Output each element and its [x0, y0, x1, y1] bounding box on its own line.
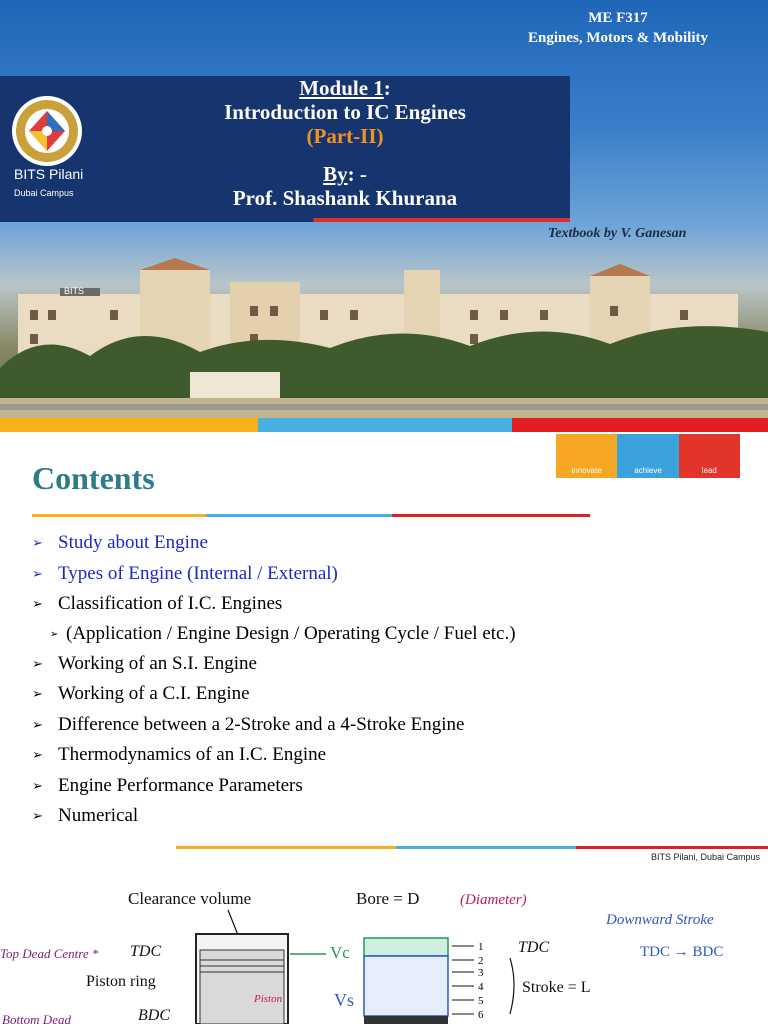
course-header: [468, 8, 768, 48]
list-item: ➢ Engine Performance Parameters: [32, 774, 303, 796]
campus-name: Dubai Campus: [14, 188, 74, 198]
brand-bar-lead: lead: [679, 434, 740, 478]
textbook-credit: Textbook by V. Ganesan: [548, 226, 687, 241]
svg-text:1: 1: [478, 941, 484, 953]
piston-shape: [200, 950, 284, 1024]
stroke-brace: [510, 958, 514, 1014]
contents-heading: Contents: [32, 460, 155, 496]
brand-bar: [556, 434, 740, 478]
module-subtitle: Introduction to IC Engines: [224, 100, 466, 124]
list-subitem: ➢ (Application / Engine Design / Operating Cycle / Fuel etc.): [50, 623, 516, 644]
bore-note: (Diameter): [460, 892, 527, 908]
scale-marks: [452, 941, 484, 1021]
bullet-arrow-icon: ➢: [32, 808, 43, 824]
clearance-volume-label: Clearance volume: [128, 889, 252, 908]
clearance-region: [364, 938, 448, 956]
bullet-arrow-icon: ➢: [32, 777, 43, 793]
svg-text:3: 3: [478, 967, 484, 979]
footer-rule: [176, 846, 768, 849]
title-box: [0, 76, 570, 218]
list-item: ➢ Working of an S.I. Engine: [32, 652, 257, 674]
svg-text:4: 4: [478, 981, 484, 993]
list-item: ➢ Thermodynamics of an I.C. Engine: [32, 744, 327, 766]
brand-bar-achieve: achieve: [617, 434, 678, 478]
list-item: ➢ Working of a C.I. Engine: [32, 683, 250, 705]
author-name: Prof. Shashank Khurana: [232, 186, 458, 210]
bullet-arrow-icon: ➢: [50, 628, 59, 640]
title-underline: [0, 218, 570, 222]
course-code: ME F317: [588, 10, 648, 26]
bullet-arrow-icon: ➢: [32, 716, 43, 732]
tdc-label: TDC: [130, 943, 162, 960]
campus-building-image: [0, 248, 768, 432]
svg-text:6: 6: [478, 1009, 484, 1021]
color-stripe: [0, 418, 768, 432]
piston-ring-label: Piston ring: [86, 973, 156, 990]
bullet-arrow-icon: ➢: [32, 747, 43, 763]
contents-slide: [0, 432, 768, 1024]
list-item: ➢ Classification of I.C. Engines: [32, 593, 283, 615]
bottom-dead-note: Bottom Dead: [2, 1012, 71, 1024]
bore-label: Bore = D: [356, 889, 420, 908]
list-item: ➢ Study about Engine: [32, 532, 208, 554]
svg-text:5: 5: [478, 995, 484, 1007]
title-slide: [0, 0, 768, 432]
piston-note: Piston: [254, 993, 283, 1005]
part-label: (Part-II): [306, 124, 384, 148]
swept-region: [364, 956, 448, 1016]
by-label: By: -: [323, 162, 367, 186]
bullet-arrow-icon: ➢: [32, 655, 43, 671]
tdc-right-label: TDC: [518, 939, 550, 956]
tdc-to-bdc-note: TDC → BDC: [640, 944, 724, 960]
piston-bottom: [364, 1016, 448, 1024]
svg-text:2: 2: [478, 955, 484, 967]
stroke-label: Stroke = L: [522, 979, 591, 996]
building-sign: BITS: [64, 286, 85, 296]
vc-label: Vc: [330, 943, 350, 962]
title-lines: [120, 76, 570, 210]
module-title: Module 1:: [299, 76, 391, 100]
bullet-arrow-icon: ➢: [32, 596, 43, 612]
list-item: ➢ Types of Engine (Internal / External): [32, 562, 338, 584]
bdc-label: BDC: [138, 1007, 170, 1024]
list-item: ➢ Numerical: [32, 805, 139, 827]
engine-diagram: [0, 874, 768, 1024]
vs-label: Vs: [334, 990, 355, 1010]
footer-text: BITS Pilani, Dubai Campus: [650, 852, 760, 862]
contents-list: [32, 528, 732, 832]
brand-name: BITS Pilani: [14, 166, 84, 182]
bullet-arrow-icon: ➢: [32, 565, 43, 581]
bullet-arrow-icon: ➢: [32, 535, 43, 551]
brand-bar-innovate: innovate: [556, 434, 617, 478]
bits-logo-icon: [10, 94, 84, 168]
downward-stroke-note: Downward Stroke: [606, 912, 714, 928]
top-dead-centre-note: Top Dead Centre *: [0, 946, 99, 961]
list-item: ➢ Difference between a 2-Stroke and a 4-Stroke Engine: [32, 713, 465, 735]
bullet-arrow-icon: ➢: [32, 686, 43, 702]
contents-rule: [32, 514, 590, 517]
course-name: Engines, Motors & Mobility: [528, 30, 708, 46]
